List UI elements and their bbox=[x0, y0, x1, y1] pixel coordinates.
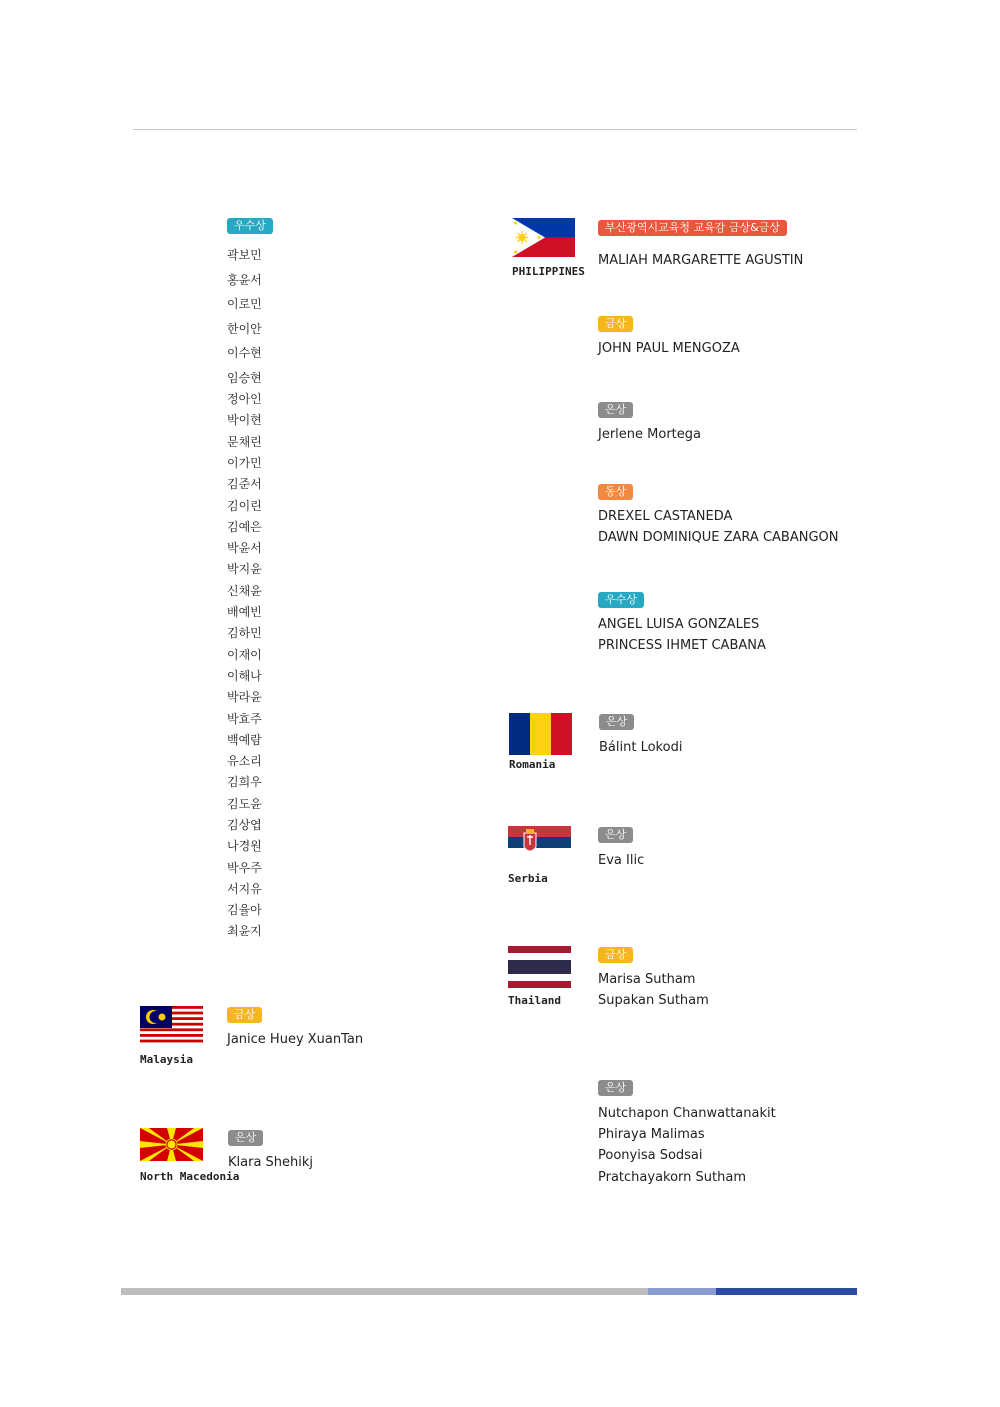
list-item: 김상엽 bbox=[227, 818, 262, 832]
winner-name: PRINCESS IHMET CABANA bbox=[598, 638, 766, 653]
list-item: 박효주 bbox=[227, 712, 262, 726]
award-badge-silver: 은상 bbox=[228, 1130, 263, 1146]
winner-name: Supakan Sutham bbox=[598, 993, 709, 1008]
list-item: 이수현 bbox=[227, 346, 262, 360]
winner-name: Pratchayakorn Sutham bbox=[598, 1170, 746, 1185]
country-label-malaysia: Malaysia bbox=[140, 1053, 193, 1066]
country-label-north-macedonia: North Macedonia bbox=[140, 1170, 240, 1183]
winner-name: MALIAH MARGARETTE AGUSTIN bbox=[598, 253, 804, 268]
list-item: 임승현 bbox=[227, 371, 262, 385]
list-item: 백예람 bbox=[227, 733, 262, 747]
list-item: 박지윤 bbox=[227, 562, 262, 576]
list-item: 곽보민 bbox=[227, 248, 262, 262]
north-macedonia-flag-icon bbox=[140, 1128, 203, 1161]
award-badge-silver: 은상 bbox=[598, 827, 633, 843]
list-item: 김하민 bbox=[227, 626, 262, 640]
list-item: 김준서 bbox=[227, 477, 262, 491]
list-item: 이가민 bbox=[227, 456, 262, 470]
winner-name: Jerlene Mortega bbox=[598, 427, 701, 442]
list-item: 문채린 bbox=[227, 435, 262, 449]
winner-name: Janice Huey XuanTan bbox=[227, 1032, 364, 1047]
philippines-flag-icon bbox=[512, 218, 575, 257]
award-badge-gold: 금상 bbox=[598, 947, 633, 963]
list-item: 정아인 bbox=[227, 392, 262, 406]
list-item: 배예빈 bbox=[227, 605, 262, 619]
award-badge-silver: 은상 bbox=[598, 1080, 633, 1096]
winner-name: DREXEL CASTANEDA bbox=[598, 509, 733, 524]
list-item: 김희우 bbox=[227, 775, 262, 789]
serbia-flag-icon bbox=[508, 826, 571, 859]
award-badge-excellence: 우수상 bbox=[227, 218, 273, 234]
winner-name: Klara Shehikj bbox=[228, 1155, 314, 1170]
award-badge-gold: 금상 bbox=[227, 1007, 262, 1023]
country-label-thailand: Thailand bbox=[508, 994, 561, 1007]
list-item: 박라윤 bbox=[227, 690, 262, 704]
list-item: 유소리 bbox=[227, 754, 262, 768]
country-label-serbia: Serbia bbox=[508, 872, 548, 885]
footer-bar-light-blue bbox=[648, 1288, 716, 1295]
list-item: 이로민 bbox=[227, 297, 262, 311]
award-badge-bronze: 동상 bbox=[598, 484, 633, 500]
list-item: 이재이 bbox=[227, 648, 262, 662]
award-badge-silver: 은상 bbox=[599, 714, 634, 730]
list-item: 나경원 bbox=[227, 839, 262, 853]
list-item: 김율아 bbox=[227, 903, 262, 917]
list-item: 한이안 bbox=[227, 322, 262, 336]
winner-name: Eva Ilic bbox=[598, 853, 645, 868]
list-item: 박윤서 bbox=[227, 541, 262, 555]
list-item: 서지유 bbox=[227, 882, 262, 896]
winner-name: Poonyisa Sodsai bbox=[598, 1148, 703, 1163]
list-item: 신채윤 bbox=[227, 584, 262, 598]
award-badge-silver: 은상 bbox=[598, 402, 633, 418]
winner-name: JOHN PAUL MENGOZA bbox=[598, 341, 740, 356]
winner-name: Bálint Lokodi bbox=[599, 740, 683, 755]
award-badge-gold: 금상 bbox=[598, 316, 633, 332]
winner-name: DAWN DOMINIQUE ZARA CABANGON bbox=[598, 530, 839, 545]
list-item: 이해나 bbox=[227, 669, 262, 683]
award-badge-excellence: 우수상 bbox=[598, 592, 644, 608]
list-item: 김예은 bbox=[227, 520, 262, 534]
list-item: 최윤지 bbox=[227, 924, 262, 938]
list-item: 박이현 bbox=[227, 413, 262, 427]
country-label-philippines: PHILIPPINES bbox=[512, 265, 585, 278]
winner-name: Nutchapon Chanwattanakit bbox=[598, 1106, 776, 1121]
footer-bar-gray bbox=[121, 1288, 648, 1295]
malaysia-flag-icon bbox=[140, 1006, 203, 1045]
list-item: 박우주 bbox=[227, 861, 262, 875]
winner-name: Marisa Sutham bbox=[598, 972, 696, 987]
thailand-flag-icon bbox=[508, 946, 571, 988]
romania-flag-icon bbox=[509, 713, 572, 755]
top-divider bbox=[133, 129, 857, 130]
winner-name: Phiraya Malimas bbox=[598, 1127, 705, 1142]
list-item: 홍윤서 bbox=[227, 273, 262, 287]
list-item: 김도윤 bbox=[227, 797, 262, 811]
award-badge-education-office: 부산광역시교육청 교육감 금상&금상 bbox=[598, 220, 787, 236]
footer-bar-blue bbox=[716, 1288, 857, 1295]
winner-name: ANGEL LUISA GONZALES bbox=[598, 617, 760, 632]
country-label-romania: Romania bbox=[509, 758, 556, 771]
list-item: 김이린 bbox=[227, 499, 262, 513]
